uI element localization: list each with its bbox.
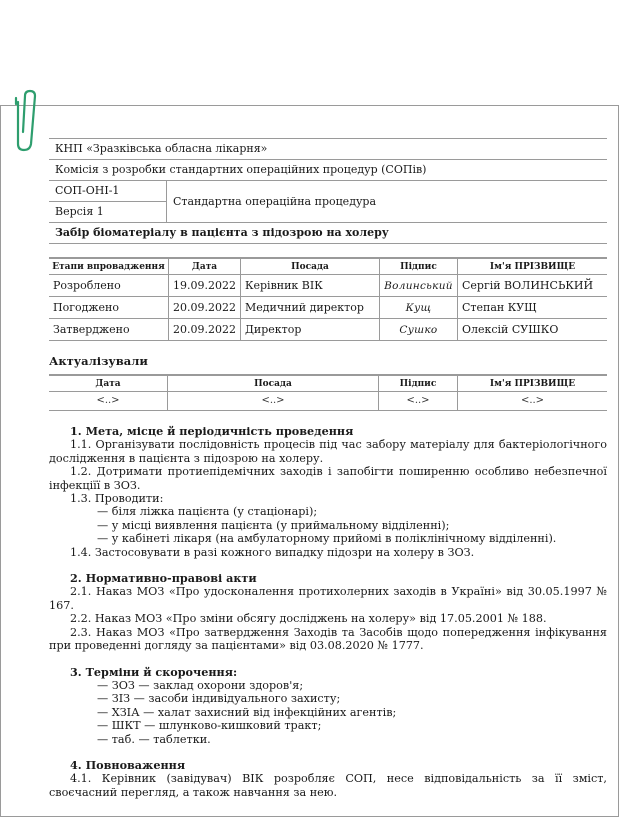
section-4 bbox=[49, 759, 607, 799]
signature: Сушко bbox=[379, 319, 457, 341]
paragraph: 1.3. Проводити: bbox=[70, 492, 164, 506]
date: 19.09.2022 bbox=[169, 275, 241, 297]
col-signature: Підпис bbox=[379, 258, 457, 275]
section-1 bbox=[49, 425, 607, 559]
list-item: — ЗОЗ — заклад охорони здоров'я; bbox=[97, 678, 304, 692]
paragraph: 2.1. Наказ МОЗ «Про удосконалення протихолерних заходів в Україні» від 30.05.1997 № 167. bbox=[49, 585, 607, 612]
list-item: — ЗІЗ — засоби індивідуального захисту; bbox=[97, 692, 341, 706]
section-title: 1. Мета, місце й періодичність проведення bbox=[70, 424, 354, 438]
sop-header-table bbox=[49, 138, 607, 244]
updated-table bbox=[49, 374, 607, 411]
col-position: Посада bbox=[168, 375, 379, 392]
placeholder-cell: <..> bbox=[458, 392, 608, 411]
list-item: — у кабінеті лікаря (на амбулаторному прийомі в поліклінічному відділенні). bbox=[97, 532, 557, 546]
placeholder-cell: <..> bbox=[379, 392, 458, 411]
full-name: Сергій ВОЛИНСЬКИЙ bbox=[457, 275, 607, 297]
list-item: — біля ліжка пацієнта (у стаціонарі); bbox=[97, 505, 318, 519]
col-signature: Підпис bbox=[379, 375, 458, 392]
document-content bbox=[49, 138, 607, 799]
paragraph: 1.2. Дотримати протиепідемічних заходів і запобігти поширенню особливо небезпечної інфекціїї в ЗОЗ. bbox=[49, 465, 607, 492]
list-item: — ХЗІА — халат захисний від інфекційних агентів; bbox=[97, 705, 397, 719]
paragraph: 1.1. Організувати послідовність процесів під час забору матеріалу для бактеріологічного дослідження в пацієнта з підозрою на холеру. bbox=[49, 438, 607, 465]
paragraph: 1.4. Застосовувати в разі кожного випадку підозри на холеру в ЗОЗ. bbox=[70, 545, 475, 559]
updated-heading: Актуалізували bbox=[49, 354, 148, 368]
sop-code: СОП-ОНІ-1 bbox=[49, 181, 167, 202]
section-title: 2. Нормативно-правові акти bbox=[70, 571, 257, 586]
commission-name: Комісія з розробки стандартних операційних процедур (СОПів) bbox=[49, 160, 607, 181]
table-row bbox=[49, 392, 607, 411]
stage: Погоджено bbox=[49, 297, 169, 319]
signature: Кущ bbox=[379, 297, 457, 319]
position: Медичний директор bbox=[240, 297, 379, 319]
stage: Затверджено bbox=[49, 319, 169, 341]
date: 20.09.2022 bbox=[169, 319, 241, 341]
list-item: — у місці виявлення пацієнта (у приймальному відділенні); bbox=[97, 518, 450, 532]
list-item: — ШКТ — шлунково-кишковий тракт; bbox=[97, 719, 322, 733]
section-2 bbox=[49, 572, 607, 652]
sop-title: Забір біоматеріалу в пацієнта з підозрою на холеру bbox=[49, 223, 607, 244]
section-3 bbox=[49, 666, 607, 746]
date: 20.09.2022 bbox=[169, 297, 241, 319]
col-position: Посада bbox=[240, 258, 379, 275]
col-name: Ім'я ПРІЗВИЩЕ bbox=[457, 258, 607, 275]
placeholder-cell: <..> bbox=[168, 392, 379, 411]
table-row bbox=[49, 275, 607, 297]
full-name: Олексій СУШКО bbox=[457, 319, 607, 341]
section-title: 4. Повноваження bbox=[70, 757, 186, 772]
table-row bbox=[49, 297, 607, 319]
org-name: КНП «Зразківська обласна лікарня» bbox=[49, 139, 607, 160]
paragraph: 4.1. Керівник (завідувач) ВІК розробляє СОП, несе відповідальність за її зміст, своєчасний перегляд, а також навчання за нею. bbox=[49, 772, 607, 799]
placeholder-cell: <..> bbox=[49, 392, 168, 411]
section-title: 3. Терміни й скорочення: bbox=[70, 664, 238, 679]
position: Директор bbox=[240, 319, 379, 341]
full-name: Степан КУЩ bbox=[457, 297, 607, 319]
col-stage: Етапи впровадження bbox=[49, 258, 169, 275]
table-row bbox=[49, 319, 607, 341]
paragraph: 2.3. Наказ МОЗ «Про затвердження Заходів та Засобів щодо попередження інфікування при проведенні догляду за пацієнтами» від 03.08.2020 № 1777. bbox=[49, 625, 607, 653]
stage: Розроблено bbox=[49, 275, 169, 297]
list-item: — таб. — таблетки. bbox=[97, 732, 211, 746]
col-date: Дата bbox=[169, 258, 241, 275]
approval-table bbox=[49, 257, 607, 341]
sop-type: Стандартна операційна процедура bbox=[167, 181, 608, 223]
position: Керівник ВІК bbox=[240, 275, 379, 297]
col-date: Дата bbox=[49, 375, 168, 392]
paragraph: 2.2. Наказ МОЗ «Про зміни обсягу досліджень на холеру» від 17.05.2001 № 188. bbox=[70, 612, 547, 626]
col-name: Ім'я ПРІЗВИЩЕ bbox=[458, 375, 608, 392]
signature: Волинський bbox=[379, 275, 457, 297]
sop-version: Версія 1 bbox=[49, 202, 167, 223]
paperclip-icon bbox=[12, 88, 38, 154]
